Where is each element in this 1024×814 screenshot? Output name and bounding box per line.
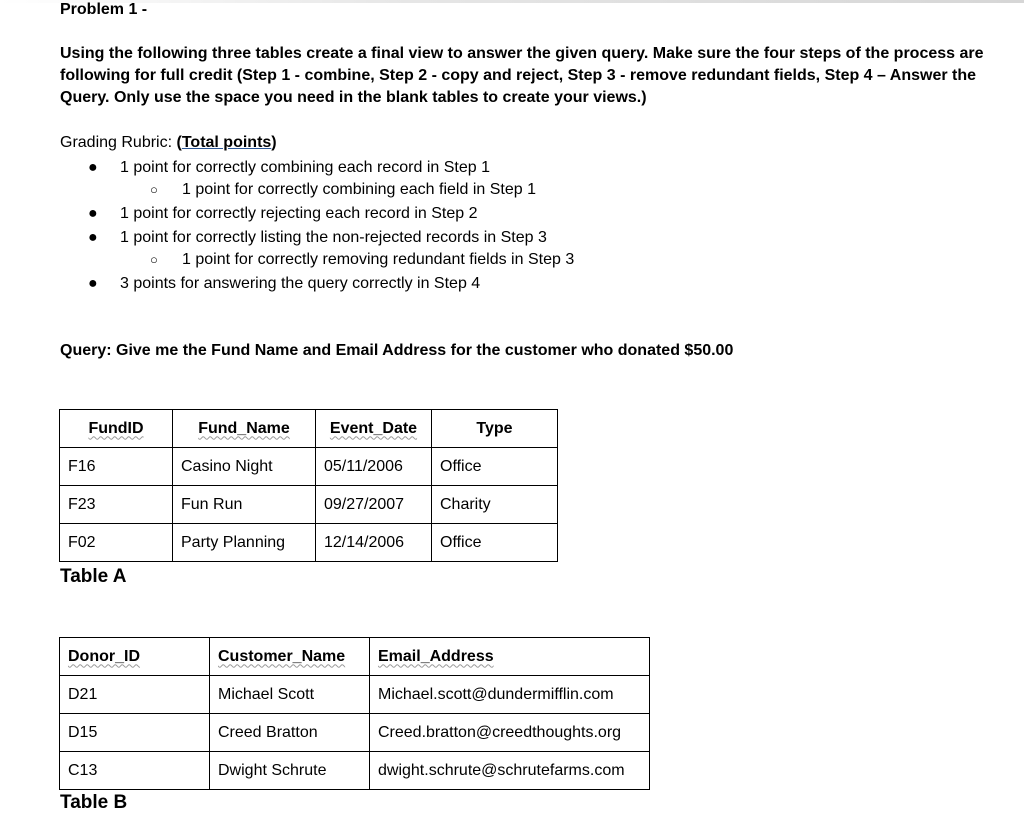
- rubric-total-points: Total points: [181, 134, 272, 151]
- table-a-header-type: Type: [432, 410, 558, 448]
- rubric-heading: [60, 134, 277, 152]
- table-a-header-event-date: Event_Date: [316, 410, 432, 448]
- rubric-item-text: 1 point for correctly combining each record in Step 1: [120, 159, 490, 176]
- table-cell: Michael Scott: [210, 676, 370, 714]
- table-cell: Charity: [432, 486, 558, 524]
- table-cell: [210, 752, 370, 790]
- table-cell: Office: [432, 448, 558, 486]
- rubric-subitem-text: 1 point for correctly removing redundant fields in Step 3: [182, 251, 575, 268]
- table-a-header-fund-name: Fund_Name: [173, 410, 316, 448]
- table-cell: 09/27/2007: [316, 486, 432, 524]
- table-b-header-customer-name: Customer_Name: [210, 638, 370, 676]
- rubric-heading-label: Grading Rubric:: [60, 134, 177, 151]
- table-a-header-fundid: FundID: [60, 410, 173, 448]
- table-row: [60, 714, 650, 752]
- table-header-row: [60, 638, 650, 676]
- table-row: [60, 524, 558, 562]
- table-a-caption: Table A: [60, 566, 127, 587]
- table-cell: C13: [60, 752, 210, 790]
- page-top-border: [0, 0, 1024, 3]
- table-cell: Creed Bratton: [210, 714, 370, 752]
- rubric-total-open: (: [176, 134, 182, 151]
- rubric-item-text: 3 points for answering the query correctly in Step 4: [120, 275, 481, 292]
- rubric-item-text: 1 point for correctly rejecting each record in Step 2: [120, 205, 478, 222]
- bullet-icon: ●: [88, 205, 98, 222]
- table-header-row: [60, 410, 558, 448]
- table-cell: F02: [60, 524, 173, 562]
- table-b-header-email-address: Email_Address: [370, 638, 650, 676]
- table-cell: Casino Night: [173, 448, 316, 486]
- hollow-bullet-icon: ○: [150, 252, 158, 267]
- table-cell: Office: [432, 524, 558, 562]
- customer-name-value: Dwight Schrute: [218, 761, 327, 779]
- table-cell: 05/11/2006: [316, 448, 432, 486]
- table-cell: F16: [60, 448, 173, 486]
- problem-title: Problem 1 -: [60, 1, 148, 18]
- rubric-item-text: 1 point for correctly listing the non-rejected records in Step 3: [120, 229, 547, 246]
- table-b: [59, 637, 650, 790]
- bullet-icon: ●: [88, 275, 98, 292]
- instructions-paragraph: Using the following three tables create a final view to answer the given query. Make sure the four steps of the process are following for full credit (Step 1 - combine, Step 2 - copy and reject, Step 3 - remove redundant fields, Step 4 – Answer the Query. Only use the space you need in the blank tables to create your views.): [60, 45, 984, 106]
- hollow-bullet-icon: ○: [150, 182, 158, 197]
- table-cell: 12/14/2006: [316, 524, 432, 562]
- table-cell: dwight.schrute@schrutefarms.com: [370, 752, 650, 790]
- table-a: [59, 409, 558, 562]
- table-cell: Fun Run: [173, 486, 316, 524]
- table-b-caption: Table B: [60, 792, 128, 813]
- bullet-icon: ●: [88, 229, 98, 246]
- table-row: [60, 752, 650, 790]
- table-cell: Creed.bratton@creedthoughts.org: [370, 714, 650, 752]
- rubric-total-close: ): [271, 134, 277, 151]
- rubric-subitem-text: 1 point for correctly combining each field in Step 1: [182, 181, 536, 198]
- table-row: [60, 448, 558, 486]
- table-cell: Party Planning: [173, 524, 316, 562]
- query-text: Query: Give me the Fund Name and Email Address for the customer who donated $50.00: [60, 342, 734, 359]
- bullet-icon: ●: [88, 159, 98, 176]
- table-cell: D15: [60, 714, 210, 752]
- table-cell: F23: [60, 486, 173, 524]
- table-cell: Michael.scott@dundermifflin.com: [370, 676, 650, 714]
- table-cell: D21: [60, 676, 210, 714]
- table-row: [60, 676, 650, 714]
- table-row: [60, 486, 558, 524]
- table-b-header-donor-id: Donor_ID: [60, 638, 210, 676]
